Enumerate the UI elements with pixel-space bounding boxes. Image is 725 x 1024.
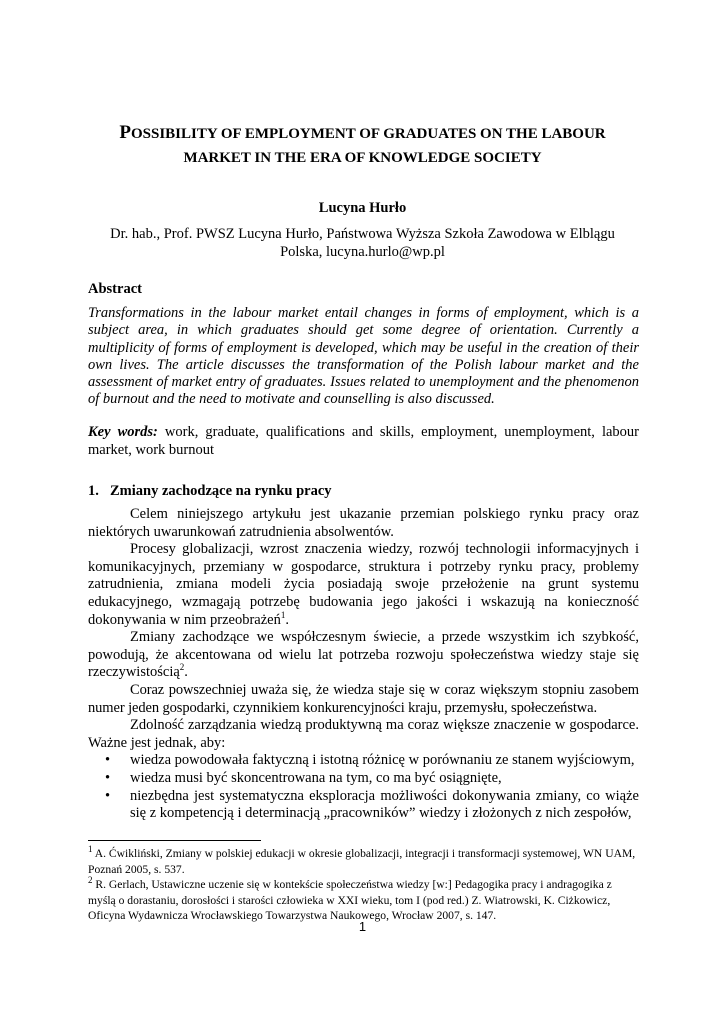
section-title: Zmiany zachodzące na rynku pracy [110,483,332,499]
footnote-divider [88,840,261,841]
list-item [88,788,639,823]
keywords-text: work, graduate, qualifications and skills, employment, unemployment, labour market, work burnout [88,424,639,458]
footnote-2 [88,877,640,924]
bullet-icon: • [105,787,111,804]
footnote-1 [88,846,640,877]
list-item [88,752,639,770]
title-line-1 [60,121,665,146]
affiliation-line-2: Polska, lucyna.hurlo@wp.pl [280,244,445,260]
title-line-2: MARKET IN THE ERA OF KNOWLEDGE SOCIETY [183,150,542,166]
footnote-ref-2[interactable]: 2 [179,662,185,673]
keywords-label: Key words: [88,424,158,440]
footnote-marker-1: 1 [88,844,93,855]
bullet-list [88,752,639,822]
paragraph-3-end: . [184,664,188,681]
paragraph-5: Zdolność zarządzania wiedzą produktywną ma coraz większe znaczenie w gospodarce. Ważne jest jednak, aby: [88,717,639,751]
paragraph-3 [88,629,639,682]
keywords [88,423,639,459]
paragraph-2 [88,541,639,629]
paragraph-2-text: Procesy globalizacji, wzrost znaczenia wiedzy, rozwój technologii informacyjnych i komunikacyjnych, przemiany w gospodarce, struktura i potrzeby rynku pracy, problemy zatrudnienia, zmiana modeli życia posiadają swoje przełożenie na grunt systemu edukacyjnego, wzmagają potrzebę budowania jego jakości i wskazują na konieczność dokonywania w nim przeobrażeń [88,541,639,628]
abstract-text: Transformations in the labour market entail changes in forms of employment, which is a subject area, in which graduates should get some degree of orientation. Currently a multiplicity of forms of employment is developed, which may be useful in the creation of their own lives. The article discusses the transformation of the Polish labour market and the assessment of market entry of graduates. Issues related to unemployment and the phenomenon of burnout and the need to motivate and counselling is also discussed. [88,305,639,408]
list-item-text: wiedza musi być skoncentrowana na tym, co ma być osiągnięte, [130,769,502,786]
paragraph-4: Coraz powszechniej uważa się, że wiedza staje się w coraz większym stopniu zasobem numer jeden gospodarki, czynnikiem konkurencyjności kraju, przemysłu, społeczeństwa. [88,681,639,716]
bullet-icon: • [105,769,111,786]
footnote-ref-1[interactable]: 1 [280,609,286,620]
footnotes [88,846,640,924]
paper-title [60,121,665,170]
list-item [88,770,639,788]
author-affiliation [60,225,665,261]
paragraph-3-text: Zmiany zachodzące we współczesnym świecie, a przede wszystkim ich szybkość, powodują, że akcentowana od wielu lat potrzeba rozwoju społeczeństwa wiedzy staje się rzeczywistością [88,629,639,681]
section-number: 1. [88,483,99,499]
affiliation-line-1: Dr. hab., Prof. PWSZ Lucyna Hurło, Państwowa Wyższa Szkoła Zawodowa w Elblągu [110,226,615,242]
page-number: 1 [358,919,367,934]
footnote-2-text: R. Gerlach, Ustawiczne uczenie się w kontekście społeczeństwa wiedzy [w:] Pedagogika pracy i andragogika z myślą o dorastaniu, dorosłości i starości człowieka w XXI wieku, tom I (pod red.) Z. Wiatrowski, K. Ciżkowicz, Oficyna Wydawnicza Wrocławskiego Towarzystwa Naukowego, Wrocław 2007, s. 147. [88,878,612,922]
section-heading [88,483,332,500]
list-item-text: wiedza powodowała faktyczną i istotną różnicę w porównaniu ze stanem wyjściowym, [130,752,635,769]
footnote-marker-2: 2 [88,875,93,886]
author-name: Lucyna Hurło [318,200,407,216]
list-item-text: niezbędna jest systematyczna eksploracja możliwości dokonywania zmiany, co wiąże się z kompetencją i determinacją „pracowników” wiedzy i złożonych z nich zespołów, [130,787,639,822]
title-initial: P [119,122,131,143]
title-line-1-rest: OSSIBILITY OF EMPLOYMENT OF GRADUATES ON THE LABOUR [130,126,606,142]
abstract-heading: Abstract [88,281,142,297]
section-body [88,506,639,823]
paragraph-1: Celem niniejszego artykułu jest ukazanie przemian polskiego rynku pracy oraz niektórych uwarunkowań zatrudnienia absolwentów. [88,506,639,540]
bullet-icon: • [105,752,111,769]
footnote-1-text: A. Ćwikliński, Zmiany w polskiej edukacji w okresie globalizacji, integracji i transformacji systemowej, WN UAM, Poznań 2005, s. 537. [88,847,636,876]
paragraph-2-end: . [285,611,289,628]
